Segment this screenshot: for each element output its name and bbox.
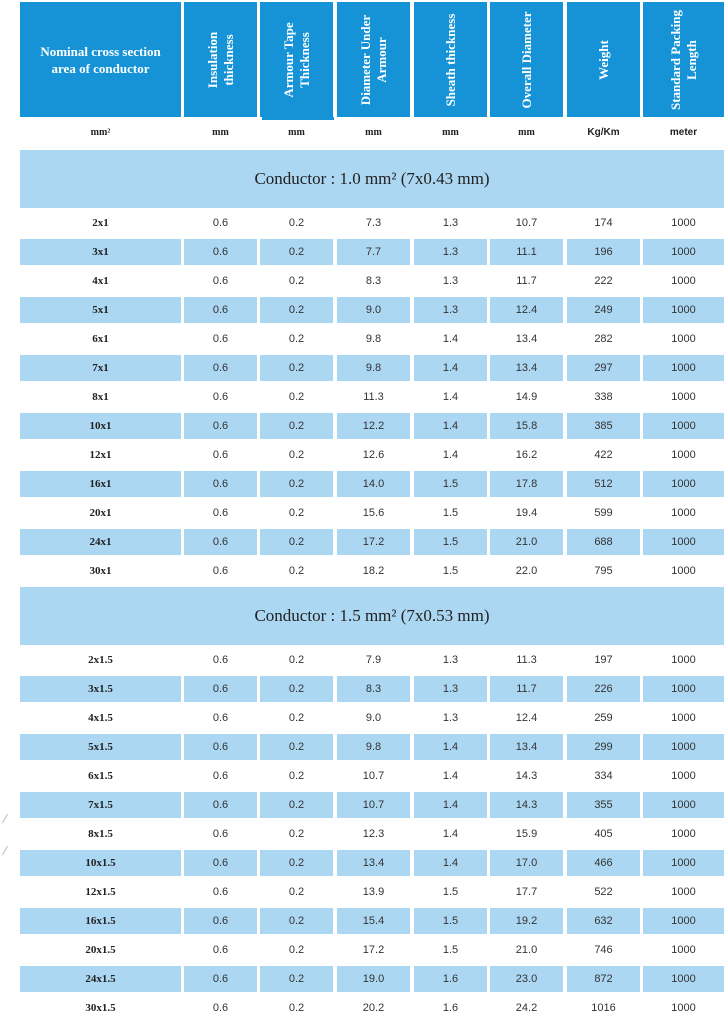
table-cell: 2x1 [92,217,109,229]
table-cell: 0.2 [288,565,305,577]
table-cell: 1.4 [414,850,487,876]
table-row [0,821,726,847]
table-cell: 11.7 [516,275,537,287]
table-row [0,763,726,789]
table-row [0,676,726,702]
unit-armour: mm [288,127,305,138]
table-cell: 1000 [671,507,696,519]
table-cell: 30x1.5 [85,1002,116,1014]
table-row [0,210,726,236]
header-insulation [184,2,257,117]
table-cell: 0.2 [260,471,333,497]
table-cell: 282 [594,333,613,345]
table-cell: 0.2 [260,908,333,934]
table-cell: 1000 [671,654,696,666]
unit-weight: Kg/Km [587,127,620,138]
table-cell: 12.3 [362,828,385,840]
table-row [0,734,726,760]
table-cell: 1000 [643,529,724,555]
table-cell: 1.5 [442,565,459,577]
table-cell: 334 [594,770,613,782]
table-cell: 746 [594,944,613,956]
table-cell: 196 [567,239,640,265]
table-cell: 422 [594,449,613,461]
table-cell: 1000 [643,850,724,876]
table-cell: 0.2 [288,712,305,724]
table-cell: 1000 [643,355,724,381]
table-cell: 0.6 [184,966,257,992]
unit-sheath: mm [442,127,459,138]
table-cell: 599 [594,507,613,519]
table-row [0,850,726,876]
table-cell: 7.3 [365,217,382,229]
table-cell: 24x1.5 [20,966,181,992]
table-cell: 3x1.5 [20,676,181,702]
table-cell: 8x1.5 [88,828,113,840]
table-cell: 0.2 [260,413,333,439]
table-cell: 1000 [643,734,724,760]
table-cell: 5x1 [20,297,181,323]
table-cell: 872 [567,966,640,992]
header-overall-diameter [490,2,563,117]
table-cell: 0.2 [288,944,305,956]
table-row [0,500,726,526]
table-cell: 16x1.5 [20,908,181,934]
table-cell: 0.2 [288,449,305,461]
table-cell: 1.5 [414,908,487,934]
table-cell: 1000 [643,676,724,702]
table-row [0,471,726,497]
table-cell: 688 [567,529,640,555]
table-cell: 1016 [591,1002,616,1014]
table-cell: 1.3 [442,654,459,666]
table-cell: 17.2 [337,529,410,555]
table-cell: 19.2 [490,908,563,934]
table-cell: 19.0 [337,966,410,992]
table-cell: 20.2 [362,1002,385,1014]
unit-dia-under-armour: mm [365,127,382,138]
section-band-2 [20,587,724,645]
table-cell: 13.9 [362,886,385,898]
table-cell: 17.7 [515,886,538,898]
header-packing-length [643,2,724,117]
table-cell: 0.2 [260,850,333,876]
header-cross-section [20,2,181,117]
table-row [0,384,726,410]
table-cell: 795 [594,565,613,577]
table-cell: 1.6 [442,1002,459,1014]
table-cell: 1.4 [414,413,487,439]
table-row [0,879,726,905]
table-cell: 0.2 [288,217,305,229]
table-cell: 17.2 [362,944,385,956]
table-cell: 13.4 [490,734,563,760]
table-cell: 1.5 [442,507,459,519]
table-cell: 0.2 [288,507,305,519]
table-cell: 222 [594,275,613,287]
table-cell: 9.8 [337,734,410,760]
table-cell: 13.4 [337,850,410,876]
header-insulation-label: Insulation thickness [204,31,236,88]
table-cell: 21.0 [490,529,563,555]
table-cell: 10.7 [515,217,538,229]
table-cell: 1.3 [442,712,459,724]
table-cell: 9.8 [337,355,410,381]
table-cell: 0.2 [288,654,305,666]
table-cell: 0.2 [260,792,333,818]
table-cell: 11.3 [516,654,537,666]
table-cell: 15.6 [362,507,385,519]
table-cell: 1000 [671,944,696,956]
table-cell: 226 [567,676,640,702]
table-cell: 10.7 [337,792,410,818]
table-cell: 522 [594,886,613,898]
table-cell: 0.6 [184,239,257,265]
table-cell: 1000 [671,275,696,287]
header-cross-section-label: Nominal cross section area of conductor [40,43,161,76]
table-row [0,355,726,381]
header-overall-diameter-label: Overall Diameter [518,10,534,109]
header-packing-length-label: Standard Packing Length [667,9,699,110]
table-cell: 1.3 [414,676,487,702]
table-cell: 0.6 [212,770,229,782]
table-cell: 6x1 [92,333,109,345]
table-cell: 14.9 [515,391,538,403]
table-cell: 1000 [643,413,724,439]
table-cell: 21.0 [515,944,538,956]
table-cell: 0.6 [212,275,229,287]
table-cell: 0.6 [184,355,257,381]
table-cell: 1.4 [442,449,459,461]
table-cell: 0.6 [184,413,257,439]
table-cell: 1.4 [414,792,487,818]
table-cell: 14.3 [515,770,538,782]
table-cell: 15.4 [337,908,410,934]
table-cell: 22.0 [515,565,538,577]
table-cell: 1000 [671,449,696,461]
table-cell: 0.2 [260,676,333,702]
unit-cross-section: mm² [90,127,111,138]
table-row [0,647,726,673]
table-cell: 12.2 [337,413,410,439]
table-row [0,995,726,1021]
table-row [0,442,726,468]
table-row [0,558,726,584]
table-row [0,297,726,323]
unit-insulation: mm [212,127,229,138]
header-weight-label: Weight [595,39,611,80]
table-cell: 15.9 [515,828,538,840]
table-cell: 0.6 [212,565,229,577]
table-cell: 0.6 [212,391,229,403]
table-cell: 30x1 [89,565,112,577]
table-cell: 0.6 [184,734,257,760]
table-cell: 19.4 [515,507,538,519]
table-cell: 12.4 [490,297,563,323]
header-armour-tape [260,2,333,117]
table-cell: 1.4 [442,333,459,345]
table-cell: 338 [594,391,613,403]
table-cell: 0.6 [184,908,257,934]
table-cell: 10x1.5 [20,850,181,876]
table-cell: 1000 [671,712,696,724]
table-cell: 12.4 [515,712,538,724]
table-cell: 1000 [671,217,696,229]
table-cell: 1000 [643,908,724,934]
table-cell: 174 [594,217,613,229]
table-cell: 11.3 [363,391,384,403]
table-cell: 0.2 [288,1002,305,1014]
header-diameter-under-armour-label: Diameter Under Armour [357,14,389,105]
table-cell: 1000 [671,565,696,577]
table-cell: 1000 [643,239,724,265]
table-cell: 0.2 [288,828,305,840]
table-row [0,937,726,963]
table-cell: 0.2 [260,239,333,265]
table-cell: 0.2 [260,297,333,323]
table-row [0,326,726,352]
table-cell: 1000 [643,471,724,497]
table-cell: 0.6 [184,676,257,702]
table-cell: 0.6 [212,1002,229,1014]
table-cell: 0.6 [184,471,257,497]
table-cell: 512 [567,471,640,497]
table-cell: 0.2 [288,333,305,345]
table-cell: 3x1 [20,239,181,265]
table-cell: 0.6 [212,449,229,461]
table-cell: 0.6 [212,333,229,345]
table-cell: 7x1 [20,355,181,381]
section-title: Conductor : 1.0 mm² (7x0.43 mm) [254,169,490,188]
table-cell: 12x1.5 [85,886,116,898]
table-cell: 355 [567,792,640,818]
table-cell: 0.2 [260,355,333,381]
table-cell: 1000 [671,391,696,403]
table-cell: 7.7 [337,239,410,265]
table-cell: 197 [594,654,613,666]
table-cell: 0.2 [288,391,305,403]
header-diameter-under-armour [337,2,410,117]
table-cell: 9.8 [365,333,382,345]
table-cell: 0.6 [212,507,229,519]
table-cell: 0.6 [184,529,257,555]
table-cell: 1.5 [442,944,459,956]
table-cell: 1.4 [442,391,459,403]
header-sheath-label: Sheath thickness [442,13,458,106]
table-cell: 23.0 [490,966,563,992]
table-row [0,529,726,555]
table-row [0,966,726,992]
table-row [0,908,726,934]
section-band-1 [20,150,724,208]
table-cell: 12x1 [89,449,112,461]
table-cell: 0.6 [184,792,257,818]
header-armour-tape-label: Armour Tape Thickness [280,21,312,98]
table-cell: 405 [594,828,613,840]
table-cell: 20x1.5 [85,944,116,956]
table-cell: 466 [567,850,640,876]
table-cell: 5x1.5 [20,734,181,760]
table-cell: 632 [567,908,640,934]
table-cell: 1000 [671,828,696,840]
table-cell: 0.2 [260,734,333,760]
table-row [0,792,726,818]
header-underline [262,117,334,120]
table-row [0,705,726,731]
table-row [0,239,726,265]
table-cell: 8.3 [337,676,410,702]
table-cell: 1000 [671,770,696,782]
table-cell: 17.8 [490,471,563,497]
table-cell: 24x1 [20,529,181,555]
header-sheath [414,2,487,117]
table-cell: 1.3 [414,297,487,323]
table-cell: 0.6 [184,850,257,876]
table-cell: 1.3 [442,217,459,229]
table-cell: 1.4 [414,355,487,381]
table-cell: 1000 [671,886,696,898]
table-cell: 1.5 [442,886,459,898]
table-cell: 0.2 [288,770,305,782]
table-cell: 0.2 [260,966,333,992]
header-weight [567,2,640,117]
table-cell: 0.6 [212,944,229,956]
table-row [0,413,726,439]
table-cell: 17.0 [490,850,563,876]
table-cell: 0.6 [212,712,229,724]
table-cell: 259 [594,712,613,724]
table-cell: 16x1 [20,471,181,497]
table-cell: 1.4 [442,828,459,840]
table-cell: 385 [567,413,640,439]
table-cell: 4x1.5 [88,712,113,724]
table-cell: 249 [567,297,640,323]
unit-packing-length: meter [669,127,698,138]
table-cell: 11.7 [490,676,563,702]
table-cell: 1.3 [442,275,459,287]
table-cell: 15.8 [490,413,563,439]
table-cell: 1.4 [442,770,459,782]
table-cell: 7x1.5 [20,792,181,818]
table-cell: 1000 [643,792,724,818]
table-cell: 1.3 [414,239,487,265]
table-cell: 4x1 [92,275,109,287]
table-cell: 10.7 [362,770,385,782]
table-cell: 11.1 [490,239,563,265]
table-cell: 1000 [671,1002,696,1014]
table-cell: 0.2 [288,886,305,898]
table-cell: 1.6 [414,966,487,992]
table-cell: 16.2 [515,449,538,461]
table-cell: 0.6 [212,217,229,229]
table-cell: 9.0 [365,712,382,724]
table-cell: 0.2 [260,529,333,555]
table-cell: 18.2 [362,565,385,577]
table-cell: 1000 [643,966,724,992]
table-cell: 1.5 [414,529,487,555]
table-cell: 2x1.5 [88,654,113,666]
table-cell: 24.2 [515,1002,538,1014]
table-cell: 0.6 [212,654,229,666]
table-cell: 14.0 [337,471,410,497]
table-cell: 7.9 [365,654,382,666]
table-cell: 1000 [671,333,696,345]
table-cell: 0.6 [184,297,257,323]
table-cell: 0.6 [212,828,229,840]
table-row [0,268,726,294]
unit-overall-diameter: mm [518,127,535,138]
table-cell: 12.6 [362,449,385,461]
table-cell: 1000 [643,297,724,323]
table-cell: 6x1.5 [88,770,113,782]
table-cell: 9.0 [337,297,410,323]
table-cell: 14.3 [490,792,563,818]
table-cell: 10x1 [20,413,181,439]
table-cell: 297 [567,355,640,381]
table-cell: 8.3 [365,275,382,287]
table-cell: 13.4 [515,333,538,345]
table-cell: 20x1 [89,507,112,519]
table-cell: 1.5 [414,471,487,497]
table-cell: 0.2 [288,275,305,287]
section-title: Conductor : 1.5 mm² (7x0.53 mm) [254,606,490,625]
table-cell: 1.4 [414,734,487,760]
table-cell: 8x1 [92,391,109,403]
table-cell: 299 [567,734,640,760]
table-cell: 13.4 [490,355,563,381]
table-cell: 0.6 [212,886,229,898]
